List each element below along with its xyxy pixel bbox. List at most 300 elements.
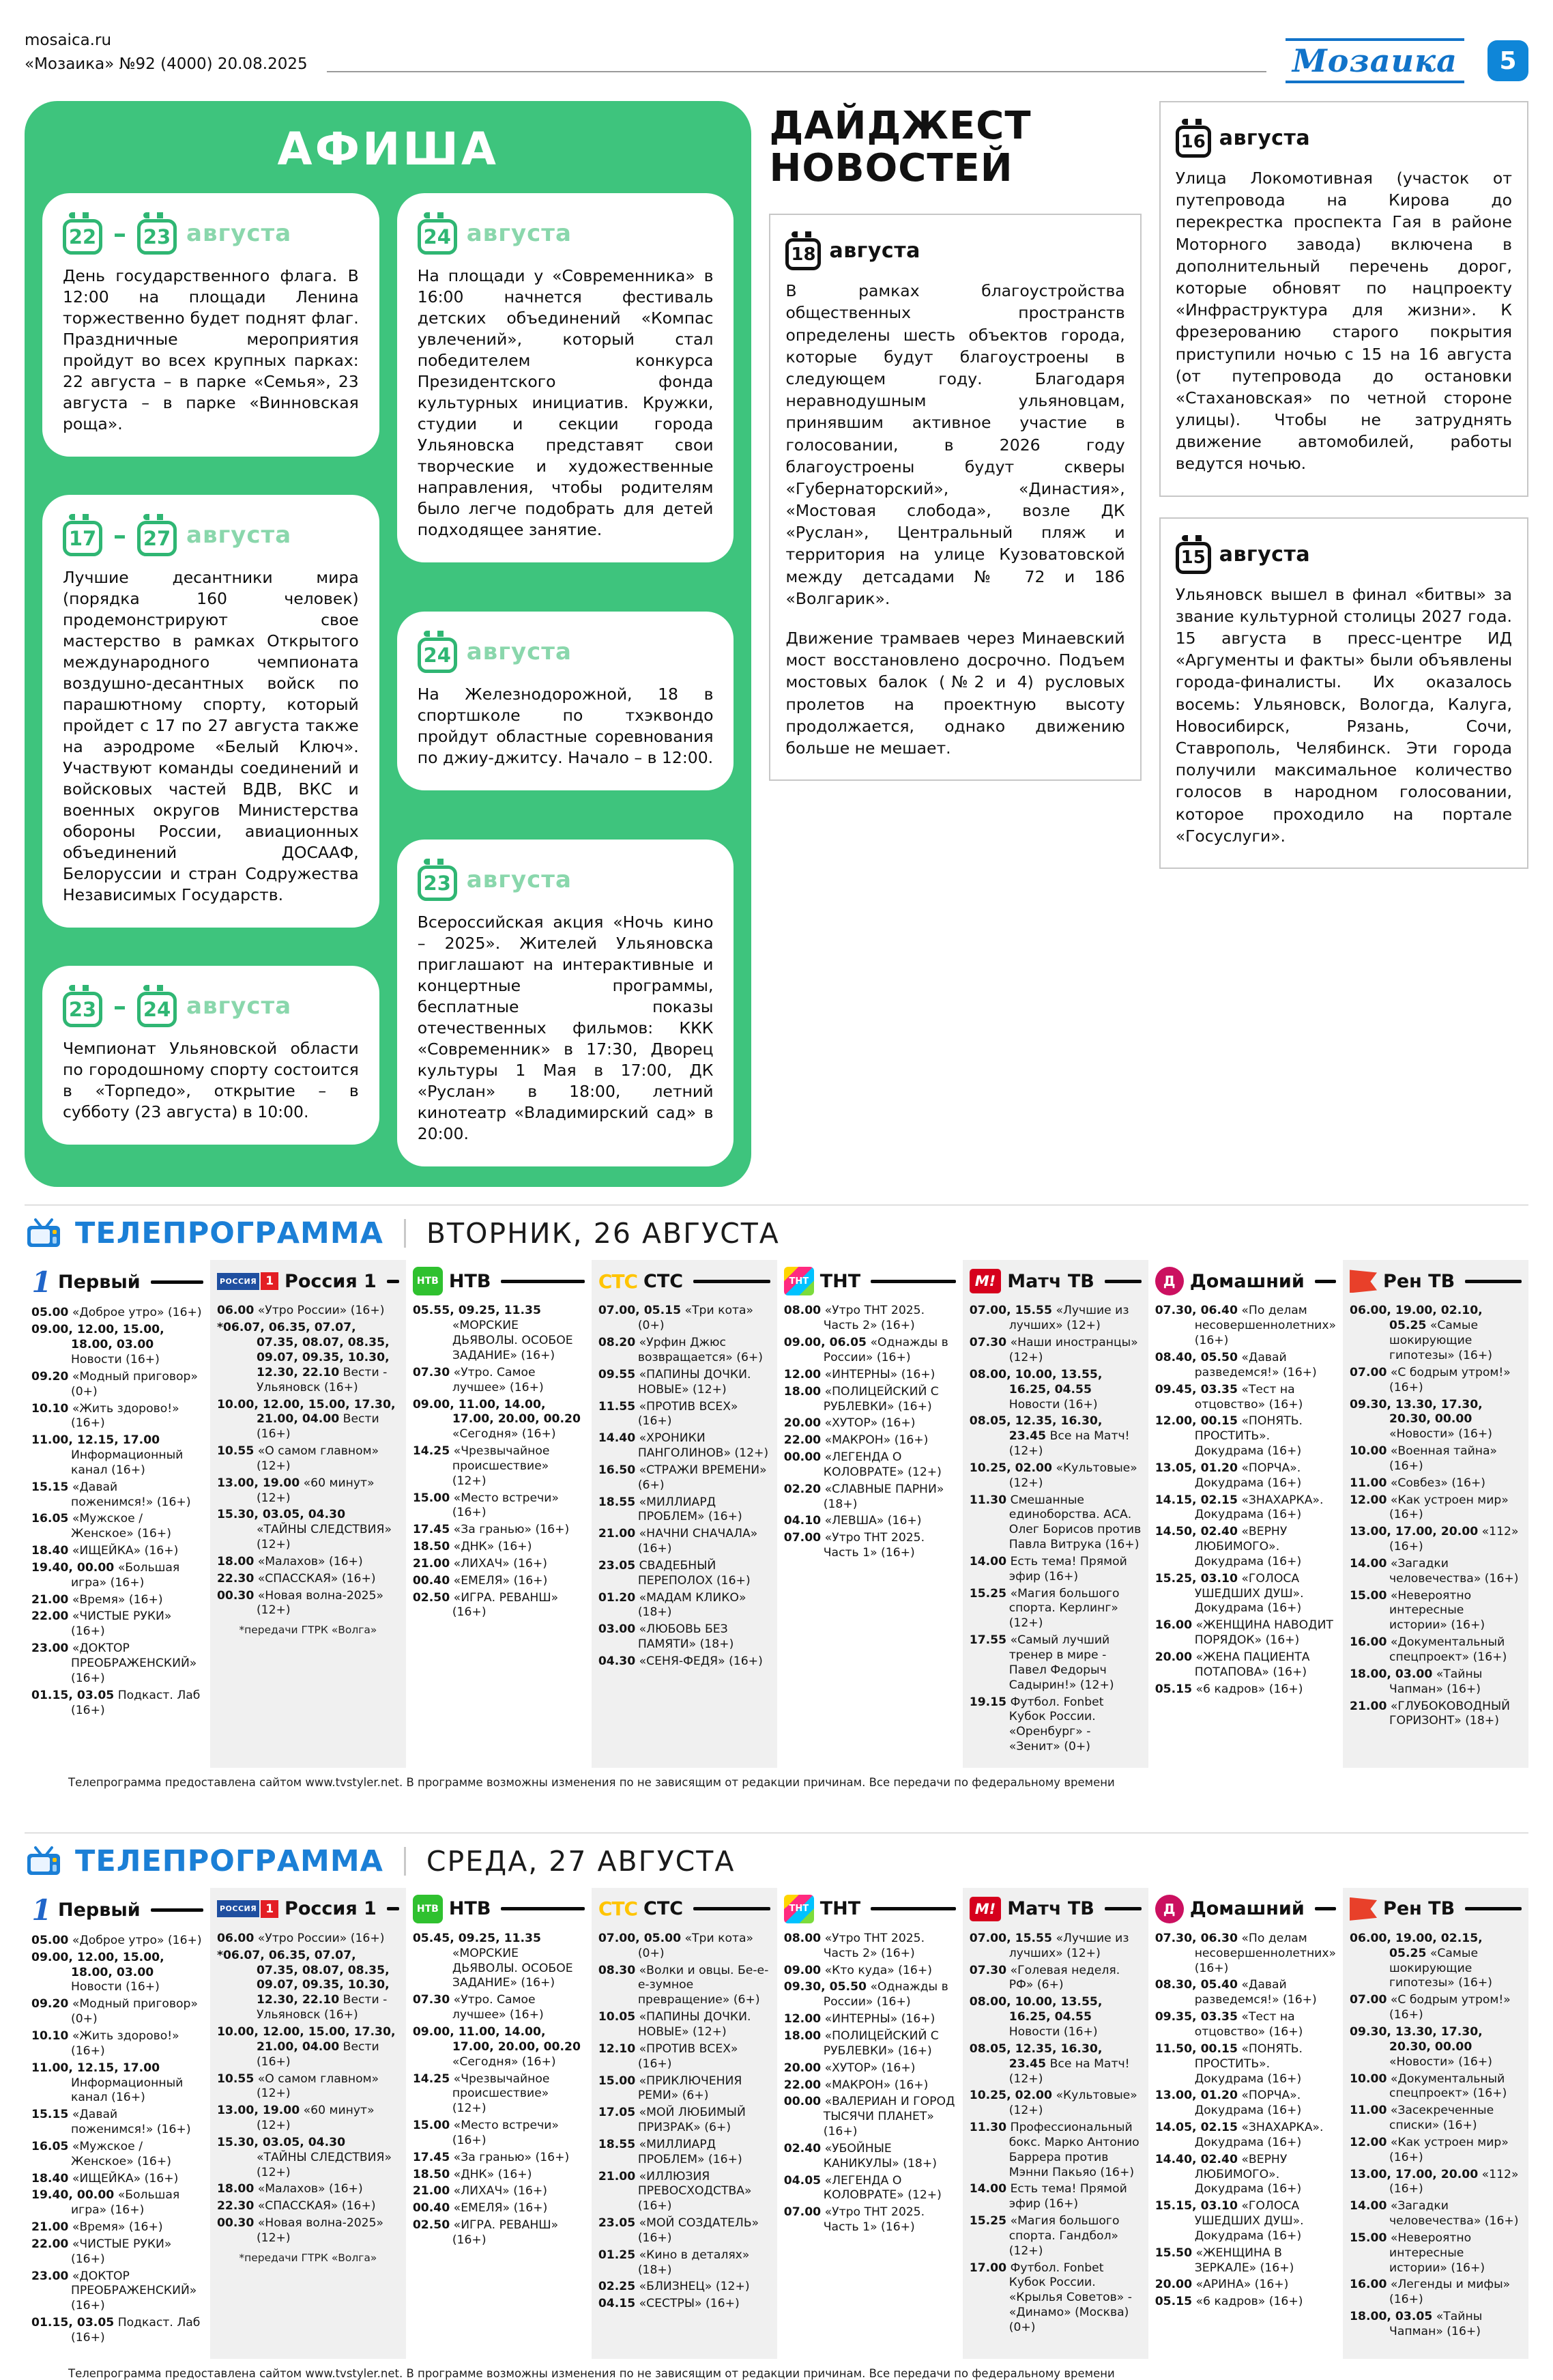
program-entry: 00.00 «ВАЛЕРИАН И ГОРОД ТЫСЯЧИ ПЛАНЕТ» (16+) — [783, 2095, 955, 2139]
digest-title: ДАЙДЖЕСТ НОВОСТЕЙ — [769, 104, 1032, 190]
program-entry: 21.00 «Время» (16+) — [31, 2220, 163, 2235]
program-entry: 13.00, 17.00, 20.00 «112» (16+) — [1350, 2167, 1519, 2196]
program-entry: 21.00 «Время» (16+) — [31, 1592, 163, 1607]
program-entry: 07.30 «Утро. Самое лучшее» (16+) — [412, 1993, 544, 2022]
channel-program-list — [598, 1932, 770, 2312]
event-text: На площади у «Современника» в 16:00 начнется фестиваль детских объединений «Компас увлечений», который стал победителем конкурса Президентского фонда культурных инициатив. Кружки, студии и секции города Ульяновска представят свои творческие и художественные направления, чтобы родителям было легче подобрать для детей подходящее занятие. — [417, 266, 714, 540]
header-separator — [404, 1847, 406, 1876]
program-entry: 09.55 «ПАПИНЫ ДОЧКИ. НОВЫЕ» (12+) — [598, 1367, 751, 1396]
program-entry: 08.05, 12.35, 16.30, 23.45 Все на Матч! (12+) — [969, 2041, 1130, 2086]
program-entry: 05.15 «6 кадров» (16+) — [1155, 1682, 1303, 1696]
tv-day-label: СРЕДА, 27 АВГУСТА — [426, 1844, 736, 1878]
channel-program-list — [784, 1304, 956, 1561]
program-entry: 16.00 «ЖЕНЩИНА НАВОДИТ ПОРЯДОК» (16+) — [1155, 1618, 1333, 1648]
program-entry: 09.45, 03.35 «Тест на отцовство» (16+) — [1155, 1382, 1303, 1411]
afisha-event-card — [42, 966, 379, 1145]
channel-program-list — [1350, 1304, 1522, 1729]
channel-logo-pervyi-icon: 1 — [31, 1893, 52, 1927]
program-entry: 07.30 «Голевая неделя. РФ» (6+) — [969, 1963, 1120, 1992]
news-day: 16 — [1180, 131, 1206, 152]
program-entry: 15.15 «Давай поженимся!» (16+) — [31, 2108, 191, 2137]
program-entry: 11.00 «Совбез» (16+) — [1350, 1476, 1486, 1490]
event-month-label: августа — [186, 992, 292, 1020]
channel-header — [31, 1893, 203, 1927]
news-text — [1176, 167, 1512, 475]
program-entry: 14.25 «Чрезвычайное происшествие» (12+) — [412, 1444, 550, 1488]
program-entry: 08.30, 05.40 «Давай разведемся!» (16+) — [1155, 1978, 1317, 2007]
program-entry: 02.40 «УБОЙНЫЕ КАНИКУЛЫ» (18+) — [783, 2141, 937, 2170]
tv-program-title: ТЕЛЕПРОГРАММА — [75, 1844, 383, 1878]
channel-logo-match-icon: М! — [970, 1269, 1001, 1293]
news-paragraph: В рамках благоустройства общественных пространств определены шесть объектов города, которые будут благоустроены в следующем году. Благодаря неравнодушным ульяновцам, принявшим активное участие в голосовании, в 2026 году благоустроены будут скверы «Губернаторский», «Династия», «Мостовая слобода», возле ДК «Руслан», Центральный пляж и территория на улице Кузоватовской между детсадами № 72 и 186 «Волгарик». — [785, 281, 1125, 608]
channel-header-rule — [501, 1280, 584, 1283]
channel-name: ТНТ — [819, 1270, 861, 1292]
channel-header-rule — [387, 1907, 399, 1910]
program-entry: 09.20 «Модный приговор» (0+) — [31, 1369, 198, 1399]
channel-note: *передачи ГТРК «Волга» — [239, 2251, 377, 2264]
channel-program-list — [970, 1932, 1142, 2336]
channel-header-rule — [1315, 1907, 1336, 1910]
tv-channel-column — [1148, 1888, 1343, 2359]
program-entry: 05.55, 09.25, 11.35 «МОРСКИЕ ДЬЯВОЛЫ. ОСОБОЕ ЗАДАНИЕ» (16+) — [412, 1304, 573, 1362]
channel-header-rule — [1465, 1280, 1522, 1283]
afisha-event-card — [42, 193, 379, 457]
program-entry: 04.15 «СЕСТРЫ» (16+) — [598, 2297, 740, 2311]
channel-header-rule — [151, 1908, 203, 1912]
program-entry: 16.00 «Документальный спецпроект» (16+) — [1350, 1635, 1507, 1664]
header-separator — [404, 1219, 406, 1248]
program-entry: 00.40 «ЕМЕЛЯ» (16+) — [412, 1573, 548, 1588]
program-entry: 01.25 «Кино в деталях» (18+) — [598, 2248, 750, 2277]
program-entry: 12.10 «ПРОТИВ ВСЕХ» (16+) — [598, 2041, 738, 2071]
event-date-row — [63, 985, 359, 1027]
channel-program-list — [413, 1932, 585, 2248]
program-entry: 09.30, 05.50 «Однажды в России» (16+) — [783, 1980, 948, 2009]
program-entry: 09.00 «Кто куда» (16+) — [783, 1963, 932, 1977]
program-entry: 11.30 Смешанные единоборства. АСА. Олег Борисов против Павла Витрука (16+) — [969, 1493, 1142, 1552]
channel-logo-rossiya1-icon: РОССИЯ 1 — [217, 1272, 278, 1290]
program-entry: 05.00 «Доброе утро» (16+) — [31, 1306, 202, 1320]
event-text: Всероссийская акция «Ночь кино – 2025». Жителей Ульяновска приглашают на интерактивные и концертные программы, бесплатные показы отечественных фильмов: ККК «Современник» в 17:30, Дворец культуры 1 Мая в 17:00, ДК «Руслан» в 18:00, летний кинотеатр «Владимирский сад» в 20:00. — [417, 913, 714, 1144]
event-date-row — [418, 631, 714, 673]
channel-logo-tnt-icon: ТНТ — [784, 1267, 814, 1295]
news-date-row — [785, 231, 1124, 270]
page-number-badge: 5 — [1487, 40, 1528, 81]
program-entry: 21.00 «ИЛЛЮЗИЯ ПРЕВОСХОДСТВА» (16+) — [598, 2169, 752, 2213]
program-entry: 07.00, 05.15 «Три кота» (0+) — [598, 1304, 754, 1333]
calendar-icon — [785, 238, 821, 270]
program-entry: 07.00 «С бодрым утром!» (16+) — [1350, 1365, 1511, 1394]
event-date-row — [63, 514, 359, 556]
tv-channel-column — [963, 1888, 1148, 2359]
digest-column — [769, 101, 1141, 1187]
program-entry: 04.05 «ЛЕГЕНДА О КОЛОВРАТЕ» (12+) — [783, 2173, 942, 2203]
calendar-icon — [137, 992, 177, 1027]
channel-header — [217, 1265, 399, 1297]
news-item — [1159, 517, 1528, 869]
afisha-event-card — [397, 612, 734, 790]
program-entry: 09.00, 11.00, 14.00, 17.00, 20.00, 00.20 «Сегодня» (16+) — [412, 1397, 581, 1442]
program-entry: 13.00, 19.00 «60 минут» (12+) — [216, 1476, 375, 1505]
event-text: Чемпионат Ульяновской области по городошному спорту состоится в «Торпедо», открытие – в субботу (23 августа) в 10:00. — [63, 1039, 359, 1122]
program-entry: 07.00 «С бодрым утром!» (16+) — [1350, 1993, 1511, 2022]
event-month-label: августа — [186, 220, 292, 247]
program-entry: 18.50 «ДНК» (16+) — [412, 1540, 532, 1554]
calendar-icon — [418, 865, 457, 901]
issue-line: «Мозаика» №92 (4000) 20.08.2025 — [25, 55, 308, 73]
program-entry: 05.45, 09.25, 11.35 «МОРСКИЕ ДЬЯВОЛЫ. ОСОБОЕ ЗАДАНИЕ» (16+) — [412, 1931, 573, 1990]
program-entry: 15.00 «Место встречи» (16+) — [412, 1491, 559, 1520]
calendar-icon — [137, 219, 177, 255]
program-entry: 07.30 «Наши иностранцы» (12+) — [969, 1336, 1138, 1364]
channel-name: НТВ — [448, 1270, 491, 1292]
program-entry: 08.20 «Урфин Джюс возвращается» (6+) — [598, 1336, 763, 1364]
news-day: 18 — [791, 244, 816, 265]
tv-channel-column — [592, 1260, 777, 1767]
program-entry: 06.00 «Утро России» (16+) — [216, 1304, 385, 1318]
channel-header — [217, 1893, 399, 1925]
program-entry: 10.55 «О самом главном» (12+) — [216, 1444, 379, 1473]
calendar-icon — [63, 992, 102, 1027]
tv-program-root — [25, 1187, 1528, 2379]
program-entry: 09.00, 12.00, 15.00, 18.00, 03.00 Новости (16+) — [31, 1323, 164, 1366]
program-entry: 01.15, 03.05 Подкаст. Лаб (16+) — [31, 1688, 201, 1717]
program-entry: 10.10 «Жить здорово!» (16+) — [31, 1401, 179, 1431]
program-entry: 07.00, 15.55 «Лучшие из лучших» (12+) — [969, 1304, 1129, 1333]
program-entry: 10.00, 12.00, 15.00, 17.30, 21.00, 04.00 Вести (16+) — [216, 1397, 396, 1442]
news-paragraph: Движение трамваев через Минаевский мост восстановлено досрочно. Подъем мостовых балок (№2 и 4) русловых пролетов на проектную высоту продолжается, однако движению больше не мешает. — [785, 629, 1125, 758]
program-entry: 11.55 «ПРОТИВ ВСЕХ» (16+) — [598, 1399, 738, 1429]
calendar-icon — [63, 219, 102, 255]
afisha-event-card — [397, 840, 734, 1166]
channel-name: Рен ТВ — [1383, 1270, 1455, 1292]
event-day-start: 22 — [68, 225, 97, 248]
channel-program-list — [1155, 1932, 1336, 2310]
program-entry: 07.00 «Утро ТНТ 2025. Часть 1» (16+) — [783, 1531, 925, 1560]
channel-header — [784, 1265, 956, 1297]
tv-channel-column — [210, 1260, 406, 1767]
channel-name: Домашний — [1189, 1270, 1305, 1292]
program-entry: 09.30, 13.30, 17.30, 20.30, 00.00 «Новости» (16+) — [1350, 2024, 1492, 2069]
tv-channel-column — [25, 1260, 210, 1767]
program-entry: 19.15 Футбол. Fonbet Кубок России. «Оренбург» - «Зенит» (0+) — [969, 1695, 1104, 1754]
channel-logo-ntv-icon: НТВ — [413, 1267, 443, 1295]
tv-channel-column — [1343, 1260, 1528, 1767]
program-entry: 14.50, 02.40 «ВЕРНУ ЛЮБИМОГО». Докудрама (16+) — [1155, 1525, 1302, 1568]
news-item — [1159, 101, 1528, 497]
program-entry: 00.40 «ЕМЕЛЯ» (16+) — [412, 2201, 548, 2216]
afisha-right-column — [397, 193, 734, 1166]
afisha-event-card — [42, 495, 379, 928]
channel-name: НТВ — [448, 1898, 491, 1920]
program-entry: 19.40, 00.00 «Большая игра» (16+) — [31, 2188, 180, 2218]
event-day-start: 24 — [423, 225, 451, 248]
channel-logo-match-icon: М! — [970, 1897, 1001, 1921]
program-entry: 13.00, 19.00 «60 минут» (12+) — [216, 2104, 375, 2133]
program-entry: 11.30 Профессиональный бокс. Марко Антонио Баррера против Мэнни Пакьяо (16+) — [969, 2121, 1140, 2179]
program-entry: 07.00, 05.00 «Три кота» (0+) — [598, 1931, 754, 1960]
program-entry: 22.00 «МАКРОН» (16+) — [783, 2078, 929, 2092]
program-entry: 22.30 «СПАССКАЯ» (16+) — [216, 2199, 376, 2213]
program-entry: 16.00 «Легенды и мифы» (16+) — [1350, 2278, 1511, 2307]
program-entry: 15.25 «Магия большого спорта. Керлинг» (12+) — [969, 1586, 1120, 1631]
program-entry: 14.15, 02.15 «ЗНАХАРКА». Докудрама (16+) — [1155, 1493, 1324, 1522]
channel-program-list — [784, 1932, 956, 2235]
program-entry: 10.10 «Жить здорово!» (16+) — [31, 2028, 179, 2058]
program-entry: 18.00 «ПОЛИЦЕЙСКИЙ С РУБЛЕВКИ» (16+) — [783, 1384, 939, 1414]
news-date-row — [1176, 119, 1512, 158]
program-entry: 09.00, 11.00, 14.00, 17.00, 20.00, 00.20 «Сегодня» (16+) — [412, 2024, 581, 2069]
date-range-dash: – — [113, 520, 126, 551]
channel-header-rule — [1105, 1280, 1142, 1283]
channel-header-rule — [501, 1907, 584, 1910]
program-entry: 18.00 «Малахов» (16+) — [216, 1554, 363, 1568]
program-entry: 23.05 «МОЙ СОЗДАТЕЛЬ» (16+) — [598, 2216, 759, 2245]
top-content-row — [25, 101, 1528, 1187]
channel-logo-ntv-icon: НТВ — [413, 1895, 443, 1923]
program-entry: 07.00 «Утро ТНТ 2025. Часть 1» (16+) — [783, 2205, 925, 2235]
date-range-dash: – — [113, 218, 126, 248]
program-entry: 06.00, 19.00, 02.10, 05.25 «Самые шокирующие гипотезы» (16+) — [1350, 1304, 1492, 1362]
channel-program-list — [217, 1932, 399, 2246]
tv-channel-column — [406, 1260, 592, 1767]
event-month-label: августа — [466, 220, 572, 247]
program-entry: 13.00, 01.20 «ПОРЧА». Докудрама (16+) — [1155, 2089, 1302, 2118]
channel-program-list — [31, 1934, 203, 2346]
tv-footer-note: Телепрограмма предоставлена сайтом www.tvstyler.net. В программе возможны изменения по не зависящим от редакции причинам. Все передачи по федеральному времени — [68, 2366, 1115, 2380]
tv-channel-column — [406, 1888, 592, 2359]
program-entry: 23.00 «ДОКТОР ПРЕОБРАЖЕНСКИЙ» (16+) — [31, 1641, 197, 1685]
program-entry: 21.00 «ЛИХАЧ» (16+) — [412, 2184, 547, 2198]
channel-program-list — [970, 1304, 1142, 1754]
channel-logo-rossiya1-icon: РОССИЯ 1 — [217, 1900, 278, 1918]
mozaika-logo: Мозаика — [1286, 38, 1464, 83]
tv-day-section — [25, 1833, 1528, 2380]
program-entry: 10.00 «Военная тайна» (16+) — [1350, 1444, 1498, 1473]
tv-day-header — [26, 1216, 1528, 1250]
channel-program-list — [31, 1306, 203, 1718]
header-divider — [327, 29, 1266, 72]
channel-logo-pervyi-icon: 1 — [31, 1265, 52, 1300]
program-entry: 06.00 «Утро России» (16+) — [216, 1931, 385, 1945]
program-entry: 15.25, 03.10 «ГОЛОСА УШЕДШИХ ДУШ». Докудрама (16+) — [1155, 1571, 1304, 1616]
program-entry: 14.00 «Загадки человечества» (16+) — [1350, 1556, 1519, 1586]
channel-name: СТС — [643, 1270, 684, 1292]
program-entry: 08.00 «Утро ТНТ 2025. Часть 2» (16+) — [783, 1304, 925, 1333]
event-text: На Железнодорожной, 18 в спортшколе по тхэквондо пройдут областные соревнования по джиу-джитсу. Начало – в 12:00. — [417, 685, 714, 768]
program-entry: 12.00, 00.15 «ПОНЯТЬ. ПРОСТИТЬ». Докудрама (16+) — [1155, 1414, 1303, 1459]
tv-footer-note: Телепрограмма предоставлена сайтом www.tvstyler.net. В программе возможны изменения по не зависящим от редакции причинам. Все передачи по федеральному времени — [68, 1775, 1115, 1789]
news-month-label: августа — [1219, 126, 1311, 150]
program-entry: 08.05, 12.35, 16.30, 23.45 Все на Матч! (12+) — [969, 1414, 1130, 1459]
program-entry: 15.00 «ПРИКЛЮЧЕНИЯ РЕМИ» (6+) — [598, 2074, 742, 2103]
channel-header — [1155, 1893, 1336, 1925]
program-entry: 21.00 «НАЧНИ СНАЧАЛА» (16+) — [598, 1527, 758, 1556]
channel-header-rule — [1465, 1907, 1522, 1910]
channel-name: Первый — [58, 1272, 141, 1293]
program-entry: 03.00 «ЛЮБОВЬ БЕЗ ПАМЯТИ» (18+) — [598, 1622, 734, 1652]
event-day-start: 23 — [68, 998, 97, 1022]
program-entry: 22.00 «ЧИСТЫЕ РУКИ» (16+) — [31, 2237, 172, 2266]
tv-channel-column — [210, 1888, 406, 2359]
program-entry: 11.50, 00.15 «ПОНЯТЬ. ПРОСТИТЬ». Докудрама (16+) — [1155, 2041, 1303, 2086]
event-day-end: 24 — [143, 998, 171, 1022]
calendar-icon — [1176, 126, 1211, 158]
channel-logo-sts-icon: СТС — [598, 1270, 638, 1293]
channel-header-rule — [693, 1907, 770, 1910]
channel-name: Россия 1 — [285, 1270, 377, 1292]
event-text: Лучшие десантники мира (порядка 160 человек) продемонстрируют свое мастерство в рамках Открытого международного чемпионата воздушно-десантных войск по парашютному спорту, который пройдет с 17 по 27 августа также на аэродроме «Белый Ключ». Участвуют команды соединений и войсковых частей ВДВ, ВКС и военных округов Министерства обороны России, авиационных объединений ДОСААФ, Белоруссии и стран Содружества Независимых Государств. — [63, 568, 359, 905]
tv-program-title: ТЕЛЕПРОГРАММА — [75, 1216, 383, 1251]
program-entry: 15.25 «Магия большого спорта. Гандбол» (12+) — [969, 2214, 1120, 2258]
channel-name: ТНТ — [819, 1898, 861, 1920]
program-entry: 09.35, 03.35 «Тест на отцовство» (16+) — [1155, 2010, 1303, 2039]
event-month-label: августа — [466, 638, 572, 666]
site-url: mosaica.ru — [25, 31, 112, 49]
calendar-icon — [1176, 542, 1211, 574]
channel-logo-domashniy-icon: Д — [1155, 1895, 1184, 1923]
program-entry: 00.30 «Новая волна-2025» (12+) — [216, 2216, 384, 2245]
afisha-event-card — [397, 193, 734, 562]
program-entry: 16.50 «СТРАЖИ ВРЕМЕНИ» (6+) — [598, 1463, 767, 1492]
program-entry: 18.55 «МИЛЛИАРД ПРОБЛЕМ» (16+) — [598, 1495, 742, 1524]
program-entry: 01.20 «МАДАМ КЛИКО» (18+) — [598, 1590, 746, 1620]
program-entry: 17.45 «За гранью» (16+) — [412, 1523, 570, 1537]
program-entry: 14.00 «Загадки человечества» (16+) — [1350, 2199, 1519, 2228]
program-entry: 13.00, 17.00, 20.00 «112» (16+) — [1350, 1525, 1519, 1554]
channel-header-rule — [387, 1280, 399, 1283]
channel-name: Матч ТВ — [1007, 1270, 1094, 1292]
channel-header-rule — [1105, 1907, 1142, 1910]
program-entry: 09.00, 12.00, 15.00, 18.00, 03.00 Новости (16+) — [31, 1950, 164, 1994]
program-entry: 05.00 «Доброе утро» (16+) — [31, 1933, 202, 1947]
channel-program-list — [413, 1304, 585, 1620]
channel-note: *передачи ГТРК «Волга» — [239, 1624, 377, 1637]
program-entry: 02.50 «ИГРА. РЕВАНШ» (16+) — [412, 2218, 559, 2247]
program-entry: 20.00 «ЖЕНА ПАЦИЕНТА ПОТАПОВА» (16+) — [1155, 1650, 1310, 1679]
program-entry: 01.15, 03.05 Подкаст. Лаб (16+) — [31, 2316, 201, 2345]
program-entry: 18.50 «ДНК» (16+) — [412, 2167, 532, 2181]
event-date-row — [418, 212, 714, 255]
program-entry: 07.30 «Утро. Самое лучшее» (16+) — [412, 1365, 544, 1394]
program-entry: 10.00, 12.00, 15.00, 17.30, 21.00, 04.00 Вести (16+) — [216, 2024, 396, 2069]
program-entry: 22.30 «СПАССКАЯ» (16+) — [216, 1571, 376, 1586]
program-entry: 04.10 «ЛЕВША» (16+) — [783, 1514, 922, 1528]
channel-header — [413, 1265, 585, 1297]
tv-channel-column — [963, 1260, 1148, 1767]
program-entry: 00.00 «ЛЕГЕНДА О КОЛОВРАТЕ» (12+) — [783, 1450, 942, 1479]
program-entry: 11.00, 12.15, 17.00 Информационный канал (16+) — [31, 2061, 184, 2105]
program-entry: 08.00, 10.00, 13.55, 16.25, 04.55 Новости (16+) — [969, 1367, 1103, 1411]
program-entry: 17.45 «За гранью» (16+) — [412, 2150, 570, 2164]
program-entry: 15.15 «Давай поженимся!» (16+) — [31, 1480, 191, 1509]
channel-name: Рен ТВ — [1383, 1898, 1455, 1920]
program-entry: 02.20 «СЛАВНЫЕ ПАРНИ» (18+) — [783, 1482, 944, 1511]
afisha-title: АФИША — [277, 123, 499, 175]
program-entry: 15.30, 03.05, 04.30 «ТАЙНЫ СЛЕДСТВИЯ» (12+) — [216, 2135, 392, 2179]
news-month-label: августа — [829, 239, 920, 263]
channel-header — [784, 1893, 956, 1925]
program-entry: 19.40, 00.00 «Большая игра» (16+) — [31, 1560, 180, 1590]
digest-main-slot — [769, 214, 1141, 781]
program-entry: 00.30 «Новая волна-2025» (12+) — [216, 1588, 384, 1618]
afisha-panel — [25, 101, 751, 1187]
program-entry: 17.00 Футбол. Fonbet Кубок России. «Крылья Советов» - «Динамо» (Москва) (0+) — [969, 2261, 1132, 2334]
program-entry: 18.00 «ПОЛИЦЕЙСКИЙ С РУБЛЕВКИ» (16+) — [783, 2028, 939, 2058]
event-month-label: августа — [466, 866, 572, 894]
news-text — [1176, 584, 1512, 847]
event-day-end: 27 — [143, 527, 171, 551]
event-day-end: 23 — [143, 225, 171, 248]
program-entry: 17.05 «МОЙ ЛЮБИМЫЙ ПРИЗРАК» (6+) — [598, 2106, 746, 2135]
program-entry: 14.40, 02.40 «ВЕРНУ ЛЮБИМОГО». Докудрама (16+) — [1155, 2152, 1302, 2196]
page-header — [25, 29, 1528, 83]
event-day-start: 23 — [423, 872, 451, 895]
tv-day-label: ВТОРНИК, 26 АВГУСТА — [426, 1217, 780, 1250]
channel-name: Домашний — [1189, 1898, 1305, 1920]
news-day: 15 — [1180, 547, 1206, 569]
channel-program-list — [1350, 1932, 1522, 2340]
program-entry: 08.30 «Волки и овцы. Бе-е-е-зумное превращение» (6+) — [598, 1963, 769, 2007]
program-entry: 16.05 «Мужское / Женское» (16+) — [31, 1512, 171, 1541]
header-right — [1286, 29, 1528, 83]
news-date-row — [1176, 535, 1512, 574]
tv-day-header — [26, 1844, 1528, 1878]
news-text — [785, 280, 1124, 759]
news-paragraph: Ульяновск вышел в финал «битвы» за звание культурной столицы 2027 года. 15 августа в пресс-центре ИД «Аргументы и факты» были объявлены города-финалисты. Их оказалось восемь: Ульяновск, Вологда, Калуга, Новосибирск, Рязань, Сочи, Ставрополь, Челябинск. Эти города получили максимальное количество голосов в народном голосовании, которое проходило на портале «Госуслуги». — [1175, 584, 1512, 846]
channel-header — [970, 1265, 1142, 1297]
program-entry: 02.25 «БЛИЗНЕЦ» (12+) — [598, 2280, 750, 2294]
program-entry: *06.07, 06.35, 07.07, 07.35, 08.07, 08.35, 09.07, 09.35, 10.30, 12.30, 22.10 Вести - Ульяновск (16+) — [216, 1948, 390, 2022]
event-date-row — [63, 212, 359, 255]
event-day-start: 24 — [423, 644, 451, 668]
channel-program-list — [598, 1304, 770, 1669]
channel-header — [970, 1893, 1142, 1925]
issue-info — [25, 29, 308, 76]
program-entry: 02.50 «ИГРА. РЕВАНШ» (16+) — [412, 1590, 559, 1620]
channel-header-rule — [871, 1280, 956, 1283]
program-entry: 18.40 «ИЩЕЙКА» (16+) — [31, 1544, 179, 1558]
program-entry: 04.30 «СЕНЯ-ФЕДЯ» (16+) — [598, 1654, 763, 1668]
channel-header-rule — [693, 1280, 770, 1283]
program-entry: 23.00 «ДОКТОР ПРЕОБРАЖЕНСКИЙ» (16+) — [31, 2269, 197, 2313]
news-paragraph: Улица Локомотивная (участок от путепровода на Кирова до перекрестка проспекта Гая в районе Моторного завода) включена в дополнительный перечень дорог, которые обновят по нацпроекту «Инфраструктура для жизни». К фрезерованию старого покрытия приступили ночью с 15 на 16 августа (от путепровода до остановки «Стахановская» по четной стороне улицы). Чтобы не затруднять движение автомобилей, работы ведутся ночью. — [1175, 169, 1512, 474]
program-entry: 08.00, 10.00, 13.55, 16.25, 04.55 Новости (16+) — [969, 1995, 1103, 2039]
program-entry: 12.00 «Как устроен мир» (16+) — [1350, 2135, 1509, 2164]
program-entry: 12.00 «ИНТЕРНЫ» (16+) — [783, 1367, 935, 1381]
program-entry: 10.25, 02.00 «Культовые» (12+) — [969, 2089, 1137, 2118]
channel-header — [413, 1893, 585, 1925]
tv-icon — [26, 1218, 61, 1248]
program-entry: 22.00 «ЧИСТЫЕ РУКИ» (16+) — [31, 1609, 172, 1639]
program-entry: 21.00 «ЛИХАЧ» (16+) — [412, 1556, 547, 1571]
tv-channel-column — [1343, 1888, 1528, 2359]
program-entry: 06.00, 19.00, 02.15, 05.25 «Самые шокирующие гипотезы» (16+) — [1350, 1931, 1492, 1990]
tv-icon — [26, 1846, 61, 1876]
program-entry: 08.40, 05.50 «Давай разведемся!» (16+) — [1155, 1350, 1317, 1379]
calendar-icon — [418, 637, 457, 673]
program-entry: 10.55 «О самом главном» (12+) — [216, 2071, 379, 2101]
event-date-row — [418, 859, 714, 901]
tv-day-section — [25, 1205, 1528, 1788]
afisha-left-column — [42, 193, 379, 1166]
program-entry: 10.05 «ПАПИНЫ ДОЧКИ. НОВЫЕ» (12+) — [598, 2010, 751, 2039]
channel-header — [598, 1893, 770, 1925]
date-range-dash: – — [113, 991, 126, 1022]
program-entry: 20.00 «АРИНА» (16+) — [1155, 2278, 1289, 2292]
channel-header — [598, 1265, 770, 1297]
program-entry: 14.40 «ХРОНИКИ ПАНГОЛИНОВ» (12+) — [598, 1431, 769, 1461]
